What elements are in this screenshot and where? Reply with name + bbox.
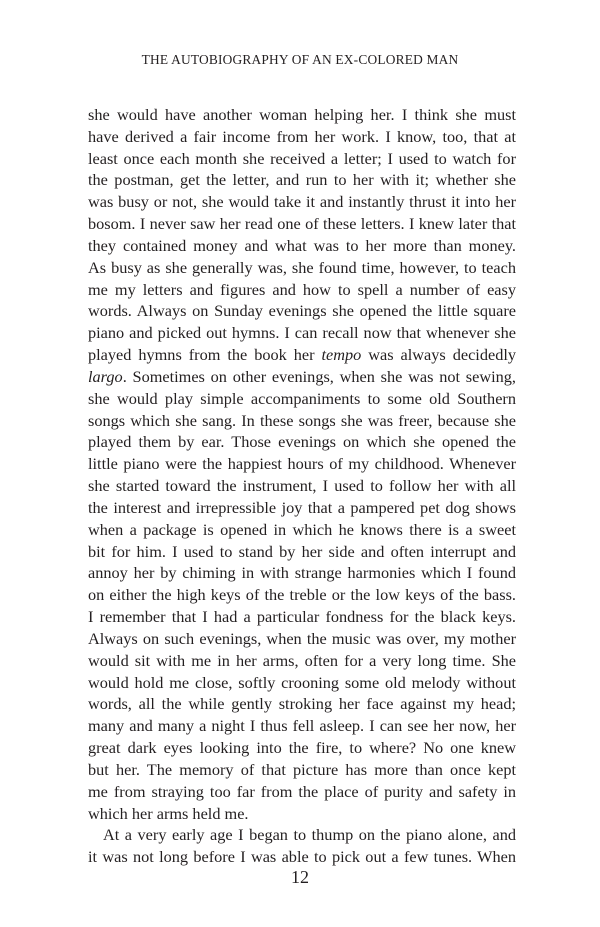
text-line: many and many a night I thus fell asleep. I can see her now, her [88,716,516,736]
text-line: have derived a fair income from her work. I know, too, that at [88,126,516,146]
text-line: would hold me close, softly crooning some old melody without [88,672,516,692]
text-line: was busy or not, she would take it and instantly thrust it into her [88,192,516,212]
italic-word: largo [88,366,123,386]
text-run: . Sometimes on other evenings, when she was not sewing, [122,366,516,386]
running-head: THE AUTOBIOGRAPHY OF AN EX-COLORED MAN [141,52,459,67]
text-line: but her. The memory of that picture has more than once kept [88,759,516,779]
text-line: me from straying too far from the place of purity and safety in [88,781,516,801]
italic-word: tempo [321,345,362,365]
text-line: piano and picked out hymns. I can recall now that whenever she [88,323,516,343]
text-line: played them by ear. Those evenings on which she opened the [88,432,516,452]
text-line: when a package is opened in which he knows there is a sweet [88,519,516,539]
body-text [88,104,516,868]
text-line: words. Always on Sunday evenings she opened the little square [88,301,516,321]
text-line: Always on such evenings, when the music was over, my mother [88,628,516,648]
text-line: which her arms held me. [88,803,249,823]
text-line [88,366,516,388]
text-line: would sit with me in her arms, often for a very long time. She [88,650,516,670]
text-line: annoy her by chiming in with strange harmonies which I found [88,563,516,583]
text-line: the interest and irrepressible joy that a pampered pet dog shows [88,497,516,517]
text-line: she started toward the instrument, I used to follow her with all [88,476,516,496]
text-line: it was not long before I was able to pick out a few tunes. When [88,847,516,867]
text-line: great dark eyes looking into the fire, to where? No one knew [88,738,516,758]
text-line: the postman, get the letter, and run to her with it; whether she [88,170,516,190]
text-line: she would have another woman helping her. I think she must [88,105,516,124]
text-line: At a very early age I began to thump on the piano alone, and [103,825,516,845]
text-line: bosom. I never saw her read one of these letters. I knew later that [88,214,516,234]
text-line: least once each month she received a letter; I used to watch for [88,148,516,168]
text-line [88,344,516,366]
text-line: little piano were the happiest hours of my childhood. Whenever [88,454,516,474]
text-run: was always decidedly [361,345,517,365]
text-line: songs which she sang. In these songs she was freer, because she [88,410,516,430]
text-line: As busy as she generally was, she found time, however, to teach [88,257,516,277]
text-line: they contained money and what was to her more than money. [88,235,516,255]
page-number: 12 [291,867,309,887]
text-line: bit for him. I used to stand by her side and often interrupt and [88,541,516,561]
text-line: I remember that I had a particular fondness for the black keys. [88,607,516,627]
text-line: me my letters and figures and how to spell a number of easy [88,279,516,299]
text-line: on either the high keys of the treble or the low keys of the bass. [88,585,516,605]
text-run: played hymns from the book her [88,345,322,365]
text-line: words, all the while gently stroking her face against my head; [88,694,516,714]
text-line: she would play simple accompaniments to some old Southern [88,388,516,408]
